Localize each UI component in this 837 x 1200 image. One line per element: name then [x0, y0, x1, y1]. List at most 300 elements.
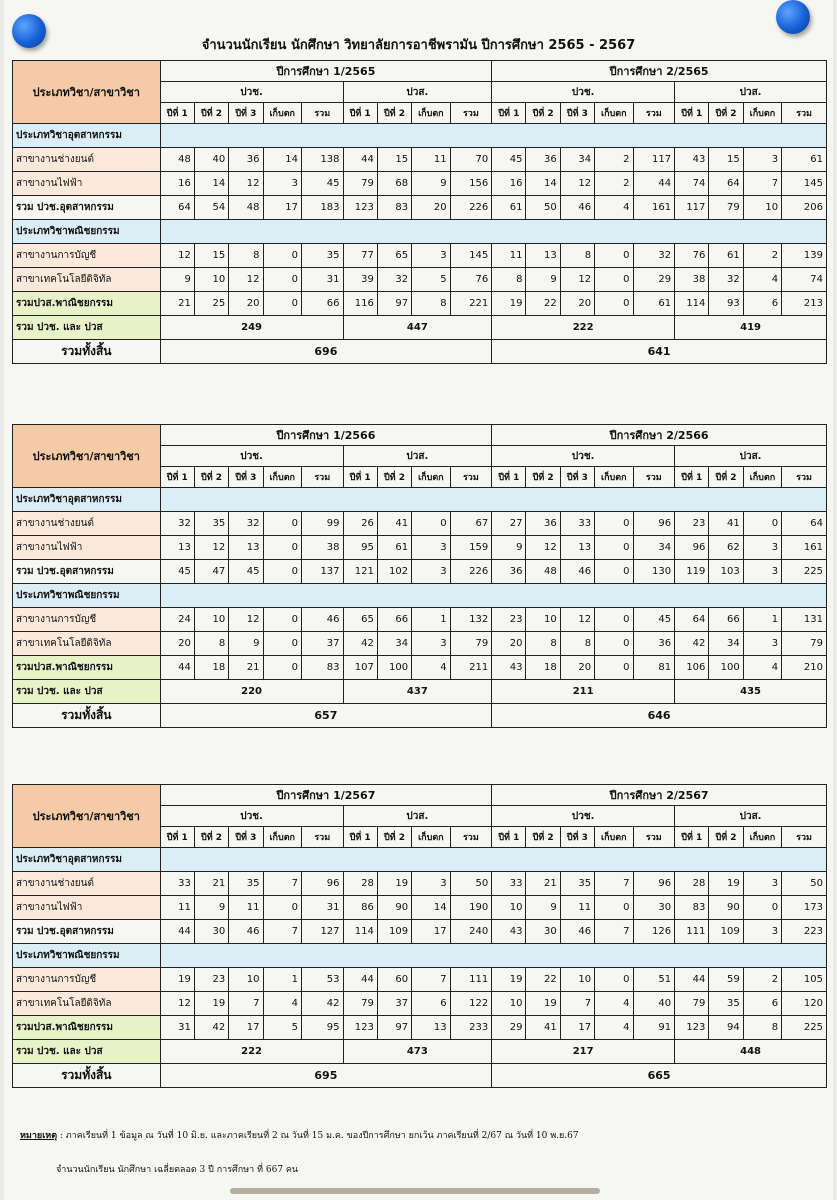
- row-label: รวมทั้งสิ้น: [13, 340, 161, 364]
- value-cell: 39: [343, 268, 377, 292]
- value-cell: 20: [560, 656, 594, 680]
- value-cell: 109: [377, 920, 411, 944]
- value-cell: 17: [263, 196, 301, 220]
- value-cell: 44: [343, 968, 377, 992]
- value-cell: 121: [343, 560, 377, 584]
- column-header: รวม: [633, 467, 675, 488]
- value-cell: 11: [229, 896, 263, 920]
- value-cell: 6: [412, 992, 450, 1016]
- column-header: ปีที่ 3: [229, 467, 263, 488]
- value-cell: 83: [377, 196, 411, 220]
- value-cell: 64: [709, 172, 743, 196]
- row-accounting: [13, 608, 827, 632]
- footnote: [20, 1128, 820, 1142]
- total-dip-cell: 435: [675, 680, 827, 704]
- footnote-text: : ภาคเรียนที่ 1 ข้อมูล ณ วันที่ 10 มิ.ย. และภาคเรียนที่ 2 ณ วันที่ 15 ม.ค. ของปีการศึกษา ยกเว้น ภาคเรียนที่ 2/67 ณ วันที่ 10 พ.ย.67: [57, 1131, 579, 1141]
- value-cell: 127: [301, 920, 343, 944]
- row-sum-industry: [13, 196, 827, 220]
- value-cell: 0: [595, 968, 633, 992]
- value-cell: 36: [492, 560, 526, 584]
- value-cell: 3: [412, 632, 450, 656]
- document-title: จำนวนนักเรียน นักศึกษา วิทยาลัยการอาชีพรามัน ปีการศึกษา 2565 - 2567: [201, 38, 636, 53]
- value-cell: 20: [560, 292, 594, 316]
- value-cell: 11: [492, 244, 526, 268]
- row-auto: [13, 872, 827, 896]
- row-label: สาขางานช่างยนต์: [13, 872, 161, 896]
- value-cell: 79: [709, 196, 743, 220]
- value-cell: 3: [263, 172, 301, 196]
- column-header: ปีที่ 3: [229, 103, 263, 124]
- row-label: สาขาเทคโนโลยีดิจิทัล: [13, 268, 161, 292]
- value-cell: 46: [301, 608, 343, 632]
- value-cell: 132: [450, 608, 492, 632]
- value-cell: 12: [560, 608, 594, 632]
- column-header: ปีที่ 1: [343, 467, 377, 488]
- value-cell: 116: [343, 292, 377, 316]
- column-header: ปีที่ 1: [675, 827, 709, 848]
- value-cell: 74: [675, 172, 709, 196]
- value-cell: 9: [526, 896, 560, 920]
- value-cell: 11: [160, 896, 194, 920]
- value-cell: 32: [709, 268, 743, 292]
- value-cell: 8: [560, 632, 594, 656]
- value-cell: 3: [743, 536, 781, 560]
- push-pin-icon: [776, 0, 810, 34]
- value-cell: 16: [160, 172, 194, 196]
- value-cell: 44: [160, 920, 194, 944]
- value-cell: 51: [633, 968, 675, 992]
- level-header-cert: ปวช.: [492, 82, 675, 103]
- value-cell: 21: [526, 872, 560, 896]
- value-cell: 35: [560, 872, 594, 896]
- value-cell: 19: [377, 872, 411, 896]
- row-label: รวม ปวช.อุตสาหกรรม: [13, 560, 161, 584]
- column-header: ปีที่ 1: [675, 103, 709, 124]
- value-cell: 0: [263, 560, 301, 584]
- row-label: รวมปวส.พาณิชยกรรม: [13, 656, 161, 680]
- column-header: เก็บตก: [263, 467, 301, 488]
- group-label: ประเภทวิชาพณิชยกรรม: [13, 584, 161, 608]
- value-cell: 2: [595, 172, 633, 196]
- total-dip-cell: 447: [343, 316, 492, 340]
- value-cell: 106: [675, 656, 709, 680]
- value-cell: 95: [343, 536, 377, 560]
- value-cell: 36: [526, 512, 560, 536]
- value-cell: 14: [526, 172, 560, 196]
- value-cell: 120: [782, 992, 827, 1016]
- group-band: [160, 584, 826, 608]
- value-cell: 13: [160, 536, 194, 560]
- group-label: ประเภทวิชาอุตสาหกรรม: [13, 848, 161, 872]
- column-header: รวม: [782, 467, 827, 488]
- value-cell: 21: [160, 292, 194, 316]
- column-header: รวม: [782, 827, 827, 848]
- group-label: ประเภทวิชาอุตสาหกรรม: [13, 124, 161, 148]
- value-cell: 45: [229, 560, 263, 584]
- value-cell: 66: [377, 608, 411, 632]
- value-cell: 111: [675, 920, 709, 944]
- value-cell: 23: [675, 512, 709, 536]
- row-grand-total: [13, 340, 827, 364]
- value-cell: 225: [782, 560, 827, 584]
- column-header: เก็บตก: [743, 467, 781, 488]
- value-cell: 16: [492, 172, 526, 196]
- value-cell: 34: [377, 632, 411, 656]
- value-cell: 42: [301, 992, 343, 1016]
- row-electric: [13, 896, 827, 920]
- group-band: [160, 488, 826, 512]
- value-cell: 34: [560, 148, 594, 172]
- value-cell: 44: [160, 656, 194, 680]
- value-cell: 20: [160, 632, 194, 656]
- value-cell: 44: [633, 172, 675, 196]
- column-header: เก็บตก: [412, 827, 450, 848]
- value-cell: 26: [343, 512, 377, 536]
- value-cell: 48: [229, 196, 263, 220]
- value-cell: 43: [492, 920, 526, 944]
- value-cell: 36: [526, 148, 560, 172]
- total-dip-cell: 448: [675, 1040, 827, 1064]
- value-cell: 2: [595, 148, 633, 172]
- total-cert-cell: 249: [160, 316, 343, 340]
- value-cell: 42: [343, 632, 377, 656]
- value-cell: 1: [743, 608, 781, 632]
- value-cell: 10: [229, 968, 263, 992]
- value-cell: 32: [377, 268, 411, 292]
- column-header: ปีที่ 2: [526, 103, 560, 124]
- group-row: [13, 584, 827, 608]
- level-header-dip: ปวส.: [343, 806, 492, 827]
- row-auto: [13, 148, 827, 172]
- year-table-2567: [12, 784, 827, 1088]
- value-cell: 10: [560, 968, 594, 992]
- value-cell: 34: [633, 536, 675, 560]
- value-cell: 7: [560, 992, 594, 1016]
- value-cell: 90: [709, 896, 743, 920]
- value-cell: 94: [709, 1016, 743, 1040]
- value-cell: 9: [492, 536, 526, 560]
- value-cell: 38: [675, 268, 709, 292]
- value-cell: 190: [450, 896, 492, 920]
- total-dip-cell: 437: [343, 680, 492, 704]
- value-cell: 11: [412, 148, 450, 172]
- value-cell: 0: [595, 896, 633, 920]
- level-header-cert: ปวช.: [160, 806, 343, 827]
- total-cert-cell: 222: [492, 316, 675, 340]
- value-cell: 139: [782, 244, 827, 268]
- value-cell: 35: [709, 992, 743, 1016]
- grand-total-cell: 695: [160, 1064, 492, 1088]
- value-cell: 64: [160, 196, 194, 220]
- value-cell: 99: [301, 512, 343, 536]
- value-cell: 8: [560, 244, 594, 268]
- value-cell: 10: [194, 608, 228, 632]
- value-cell: 114: [343, 920, 377, 944]
- column-header: ปีที่ 1: [492, 467, 526, 488]
- value-cell: 96: [633, 872, 675, 896]
- row-label: รวมปวส.พาณิชยกรรม: [13, 292, 161, 316]
- value-cell: 19: [194, 992, 228, 1016]
- row-label: สาขางานไฟฟ้า: [13, 896, 161, 920]
- value-cell: 156: [450, 172, 492, 196]
- value-cell: 32: [160, 512, 194, 536]
- column-header: ปีที่ 3: [560, 827, 594, 848]
- value-cell: 221: [450, 292, 492, 316]
- value-cell: 6: [743, 992, 781, 1016]
- column-header: ปีที่ 2: [526, 827, 560, 848]
- value-cell: 37: [301, 632, 343, 656]
- column-header: รวม: [633, 827, 675, 848]
- value-cell: 45: [301, 172, 343, 196]
- value-cell: 33: [560, 512, 594, 536]
- value-cell: 41: [526, 1016, 560, 1040]
- value-cell: 5: [263, 1016, 301, 1040]
- value-cell: 96: [675, 536, 709, 560]
- value-cell: 46: [560, 196, 594, 220]
- value-cell: 83: [301, 656, 343, 680]
- column-header: ปีที่ 2: [709, 467, 743, 488]
- total-cert-cell: 211: [492, 680, 675, 704]
- value-cell: 47: [194, 560, 228, 584]
- term-header-row: [13, 61, 827, 82]
- total-cert-cell: 220: [160, 680, 343, 704]
- group-row: [13, 220, 827, 244]
- value-cell: 0: [595, 268, 633, 292]
- value-cell: 145: [450, 244, 492, 268]
- value-cell: 61: [633, 292, 675, 316]
- value-cell: 18: [194, 656, 228, 680]
- value-cell: 28: [343, 872, 377, 896]
- total-dip-cell: 473: [343, 1040, 492, 1064]
- value-cell: 76: [675, 244, 709, 268]
- footnote-label: หมายเหตุ: [20, 1131, 58, 1141]
- value-cell: 65: [343, 608, 377, 632]
- value-cell: 62: [709, 536, 743, 560]
- value-cell: 97: [377, 292, 411, 316]
- value-cell: 4: [595, 196, 633, 220]
- grand-total-cell: 665: [492, 1064, 827, 1088]
- level-header-cert: ปวช.: [160, 446, 343, 467]
- value-cell: 2: [743, 244, 781, 268]
- value-cell: 22: [526, 292, 560, 316]
- value-cell: 22: [526, 968, 560, 992]
- value-cell: 8: [194, 632, 228, 656]
- value-cell: 4: [595, 1016, 633, 1040]
- value-cell: 13: [526, 244, 560, 268]
- row-sum-industry: [13, 920, 827, 944]
- value-cell: 7: [263, 920, 301, 944]
- grand-total-cell: 646: [492, 704, 827, 728]
- term-header: ปีการศึกษา 2/2566: [492, 425, 827, 446]
- value-cell: 70: [450, 148, 492, 172]
- value-cell: 54: [194, 196, 228, 220]
- value-cell: 23: [492, 608, 526, 632]
- value-cell: 60: [377, 968, 411, 992]
- value-cell: 211: [450, 656, 492, 680]
- value-cell: 0: [263, 536, 301, 560]
- value-cell: 7: [595, 872, 633, 896]
- column-header: เก็บตก: [595, 103, 633, 124]
- column-header: เก็บตก: [743, 827, 781, 848]
- value-cell: 35: [229, 872, 263, 896]
- enrollment-table: [12, 784, 827, 1088]
- value-cell: 138: [301, 148, 343, 172]
- value-cell: 61: [492, 196, 526, 220]
- row-sum-commerce: [13, 656, 827, 680]
- value-cell: 79: [343, 992, 377, 1016]
- row-digital: [13, 268, 827, 292]
- value-cell: 93: [709, 292, 743, 316]
- row-label: รวม ปวช. และ ปวส: [13, 680, 161, 704]
- value-cell: 0: [263, 268, 301, 292]
- value-cell: 24: [160, 608, 194, 632]
- value-cell: 35: [301, 244, 343, 268]
- term-header: ปีการศึกษา 1/2565: [160, 61, 492, 82]
- value-cell: 19: [709, 872, 743, 896]
- value-cell: 12: [160, 992, 194, 1016]
- group-band: [160, 220, 826, 244]
- value-cell: 19: [492, 292, 526, 316]
- enrollment-table: [12, 424, 827, 728]
- row-label: สาขาเทคโนโลยีดิจิทัล: [13, 992, 161, 1016]
- row-label: สาขางานการบัญชี: [13, 968, 161, 992]
- row-electric: [13, 172, 827, 196]
- value-cell: 102: [377, 560, 411, 584]
- column-header: รวม: [450, 827, 492, 848]
- value-cell: 119: [675, 560, 709, 584]
- row-label: สาขางานช่างยนต์: [13, 148, 161, 172]
- value-cell: 14: [263, 148, 301, 172]
- value-cell: 226: [450, 560, 492, 584]
- column-header: ปีที่ 1: [675, 467, 709, 488]
- column-header: ปีที่ 1: [492, 103, 526, 124]
- value-cell: 90: [377, 896, 411, 920]
- type-header: ประเภทวิชา/สาขาวิชา: [13, 61, 161, 124]
- group-row: [13, 488, 827, 512]
- value-cell: 12: [526, 536, 560, 560]
- column-header: เก็บตก: [263, 827, 301, 848]
- row-label: รวมทั้งสิ้น: [13, 1064, 161, 1088]
- column-header: รวม: [450, 467, 492, 488]
- value-cell: 46: [229, 920, 263, 944]
- value-cell: 50: [450, 872, 492, 896]
- value-cell: 44: [343, 148, 377, 172]
- value-cell: 14: [194, 172, 228, 196]
- term-header: ปีการศึกษา 2/2565: [492, 61, 827, 82]
- row-label: สาขางานไฟฟ้า: [13, 172, 161, 196]
- value-cell: 3: [743, 872, 781, 896]
- value-cell: 12: [229, 268, 263, 292]
- value-cell: 74: [782, 268, 827, 292]
- value-cell: 81: [633, 656, 675, 680]
- value-cell: 50: [782, 872, 827, 896]
- value-cell: 100: [709, 656, 743, 680]
- value-cell: 105: [782, 968, 827, 992]
- value-cell: 0: [595, 244, 633, 268]
- total-dip-cell: 419: [675, 316, 827, 340]
- grand-total-cell: 696: [160, 340, 492, 364]
- value-cell: 30: [194, 920, 228, 944]
- column-header: ปีที่ 2: [709, 827, 743, 848]
- column-header: รวม: [301, 103, 343, 124]
- level-header-cert: ปวช.: [492, 446, 675, 467]
- year-table-2565: [12, 60, 827, 364]
- value-cell: 225: [782, 1016, 827, 1040]
- value-cell: 145: [782, 172, 827, 196]
- column-header: ปีที่ 2: [194, 827, 228, 848]
- value-cell: 0: [595, 608, 633, 632]
- value-cell: 122: [450, 992, 492, 1016]
- row-sum-industry: [13, 560, 827, 584]
- value-cell: 50: [526, 196, 560, 220]
- value-cell: 97: [377, 1016, 411, 1040]
- value-cell: 3: [412, 244, 450, 268]
- grand-total-cell: 641: [492, 340, 827, 364]
- row-label: รวม ปวช.อุตสาหกรรม: [13, 920, 161, 944]
- value-cell: 126: [633, 920, 675, 944]
- value-cell: 210: [782, 656, 827, 680]
- value-cell: 40: [194, 148, 228, 172]
- value-cell: 66: [709, 608, 743, 632]
- value-cell: 30: [526, 920, 560, 944]
- value-cell: 7: [229, 992, 263, 1016]
- level-header-dip: ปวส.: [675, 82, 827, 103]
- group-label: ประเภทวิชาพณิชยกรรม: [13, 944, 161, 968]
- level-header-dip: ปวส.: [343, 82, 492, 103]
- group-row: [13, 124, 827, 148]
- column-header: ปีที่ 2: [377, 827, 411, 848]
- column-header: เก็บตก: [743, 103, 781, 124]
- row-label: สาขางานการบัญชี: [13, 244, 161, 268]
- value-cell: 11: [560, 896, 594, 920]
- value-cell: 17: [560, 1016, 594, 1040]
- value-cell: 7: [743, 172, 781, 196]
- value-cell: 41: [709, 512, 743, 536]
- row-label: รวม ปวช. และ ปวส: [13, 1040, 161, 1064]
- group-label: ประเภทวิชาพณิชยกรรม: [13, 220, 161, 244]
- group-row: [13, 848, 827, 872]
- value-cell: 3: [743, 632, 781, 656]
- value-cell: 23: [194, 968, 228, 992]
- value-cell: 67: [450, 512, 492, 536]
- value-cell: 15: [377, 148, 411, 172]
- value-cell: 28: [675, 872, 709, 896]
- value-cell: 0: [595, 560, 633, 584]
- column-header: ปีที่ 2: [377, 467, 411, 488]
- level-header-cert: ปวช.: [492, 806, 675, 827]
- value-cell: 36: [229, 148, 263, 172]
- value-cell: 206: [782, 196, 827, 220]
- row-sum-levels: [13, 680, 827, 704]
- value-cell: 8: [229, 244, 263, 268]
- value-cell: 33: [492, 872, 526, 896]
- value-cell: 18: [526, 656, 560, 680]
- value-cell: 240: [450, 920, 492, 944]
- value-cell: 4: [263, 992, 301, 1016]
- value-cell: 95: [301, 1016, 343, 1040]
- level-header-dip: ปวส.: [343, 446, 492, 467]
- column-header: รวม: [301, 467, 343, 488]
- value-cell: 86: [343, 896, 377, 920]
- value-cell: 37: [377, 992, 411, 1016]
- value-cell: 36: [633, 632, 675, 656]
- row-sum-commerce: [13, 292, 827, 316]
- value-cell: 8: [412, 292, 450, 316]
- value-cell: 61: [782, 148, 827, 172]
- value-cell: 0: [595, 632, 633, 656]
- value-cell: 29: [492, 1016, 526, 1040]
- row-digital: [13, 632, 827, 656]
